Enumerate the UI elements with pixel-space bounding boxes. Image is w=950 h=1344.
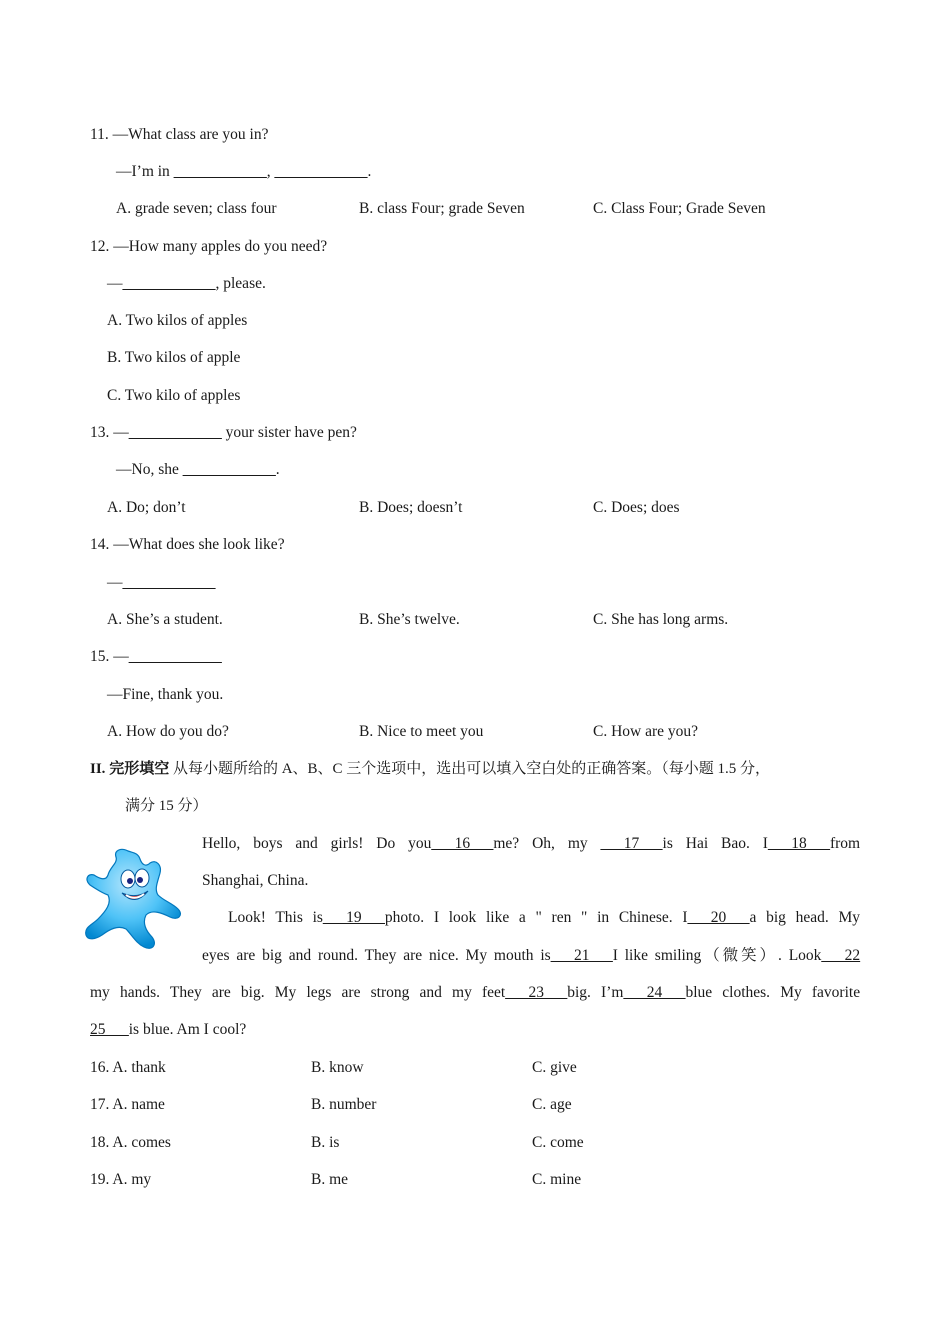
q15-stem: 15. —____________ (90, 648, 222, 665)
q14-blank[interactable]: ____________ (122, 574, 216, 591)
passage-line-3: Look! This is___19___photo. I look like a " ren " in Chinese. I___20___a big head. My (228, 909, 861, 926)
blank-21[interactable]: ___21___ (550, 947, 613, 964)
q16-option-b: B. know (311, 1059, 364, 1076)
q15-option-c: C. How are you? (593, 723, 699, 740)
q15-answer: —Fine, thank you. (107, 686, 224, 703)
q13-blank-1[interactable]: ____________ (128, 424, 222, 441)
q19-option-a: 19. A. my (90, 1171, 152, 1188)
blank-19[interactable]: ___19___ (322, 909, 385, 926)
q11-stem: 11. —What class are you in? (90, 126, 269, 143)
q12-option-a: A. Two kilos of apples (107, 312, 248, 329)
passage-line-6: 25___is blue. Am I cool? (90, 1021, 247, 1038)
q17-option-a: 17. A. name (90, 1096, 165, 1113)
q15-blank[interactable]: ____________ (128, 648, 222, 665)
q13-stem: 13. —____________ your sister have pen? (90, 424, 357, 441)
q12-stem: 12. —How many apples do you need? (90, 238, 328, 255)
passage-line-4: eyes are big and round. They are nice. My mouth is___21___I like smiling（微笑）. Look___22 (202, 947, 861, 964)
q11-option-a: A. grade seven; class four (116, 200, 277, 217)
section2-instruction: 从每小题所给的 A、B、C 三个选项中，选出可以填入空白处的正确答案。（每小题 1.5 分， (172, 761, 771, 777)
q19-option-b: B. me (311, 1171, 349, 1188)
passage-line-5: my hands. They are big. My legs are strong and my feet___23___big. I’m___24___blue clothes. My favorite (90, 984, 861, 1001)
q11-answer-line: —I’m in ____________, ____________. (116, 163, 372, 180)
q14-option-a: A. She’s a student. (107, 611, 223, 628)
haibao-mascot-image (80, 845, 190, 955)
q11-blank-1[interactable]: ____________ (173, 163, 267, 180)
q11-blank-2[interactable]: ____________ (274, 163, 368, 180)
blank-25[interactable]: 25___ (90, 1021, 129, 1038)
q13-answer-line: —No, she ____________. (116, 461, 280, 478)
q18-option-a: 18. A. comes (90, 1134, 171, 1151)
q16-option-a: 16. A. thank (90, 1059, 166, 1076)
q18-option-c: C. come (532, 1134, 584, 1151)
q16-option-c: C. give (532, 1059, 577, 1076)
q18-option-b: B. is (311, 1134, 340, 1151)
q12-option-c: C. Two kilo of apples (107, 387, 241, 404)
q14-option-c: C. She has long arms. (593, 611, 729, 628)
q11-option-b: B. class Four; grade Seven (359, 200, 525, 217)
q11-option-c: C. Class Four; Grade Seven (593, 200, 766, 217)
q13-option-b: B. Does; doesn’t (359, 499, 463, 516)
q15-option-a: A. How do you do? (107, 723, 229, 740)
q13-option-c: C. Does; does (593, 499, 680, 516)
q14-option-b: B. She’s twelve. (359, 611, 460, 628)
blank-18[interactable]: ___18___ (767, 835, 830, 852)
blank-16[interactable]: ___16___ (431, 835, 494, 852)
q17-option-b: B. number (311, 1096, 377, 1113)
section2-header (90, 759, 770, 779)
blank-24[interactable]: ___24___ (623, 984, 686, 1001)
blank-20[interactable]: ___20___ (687, 909, 750, 926)
q12-option-b: B. Two kilos of apple (107, 349, 241, 366)
passage-line-2: Shanghai, China. (202, 872, 309, 889)
q14-stem: 14. —What does she look like? (90, 536, 285, 553)
q17-option-c: C. age (532, 1096, 572, 1113)
passage-line-1: Hello, boys and girls! Do you___16___me? Oh, my ___17___is Hai Bao. I___18___from (202, 835, 861, 852)
q12-answer-line: —____________, please. (107, 275, 266, 292)
q12-blank[interactable]: ____________ (122, 275, 216, 292)
blank-17[interactable]: ___17___ (600, 835, 663, 852)
section2-number: II. (90, 761, 106, 777)
q14-answer-line: —____________ (107, 574, 216, 591)
q19-option-c: C. mine (532, 1171, 582, 1188)
blank-22[interactable]: ___22 (821, 947, 861, 964)
q15-option-b: B. Nice to meet you (359, 723, 484, 740)
section2-instruction-cont: 满分 15 分） (125, 798, 208, 814)
blank-23[interactable]: ___23___ (505, 984, 568, 1001)
q13-option-a: A. Do; don’t (107, 499, 186, 516)
q13-blank-2[interactable]: ____________ (182, 461, 276, 478)
section2-title: 完形填空 (109, 761, 170, 777)
